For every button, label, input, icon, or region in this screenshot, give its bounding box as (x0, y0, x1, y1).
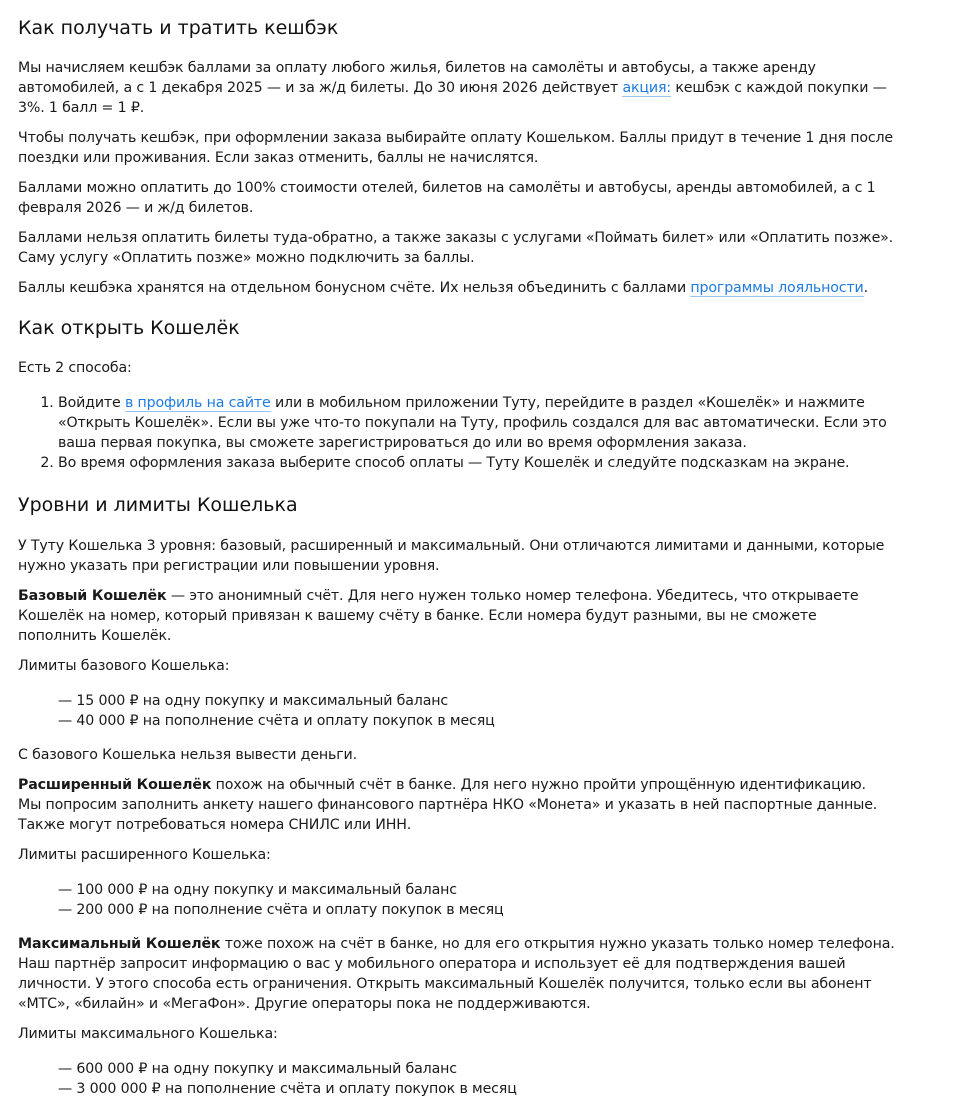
basic-limits-title: Лимиты базового Кошелька: (18, 658, 230, 674)
basic-wallet-note: С базового Кошелька нельзя вывести деньги. (18, 747, 357, 763)
paragraph-text: тоже похож на счёт в банке, но для его открытия нужно указать только номер телефона. Наш партнёр запросит информацию о вас у мобильного оператора и использует её для подтверждения вашей личности. У этого способа есть ограничения. Открыть максимальный Кошелёк получится, только если вы абонент «МТС», «билайн» и «МегаФон». Другие операторы пока не поддерживаются. (18, 936, 895, 1012)
paragraph-text: похож на обычный счёт в банке. Для него нужно пройти упрощённую идентификацию. (211, 777, 866, 793)
section-cashback (18, 0, 898, 298)
paragraph-text: Баллы кешбэка хранятся на отдельном бонусном счёте. Их нельзя объединить с баллами (18, 280, 691, 296)
section-open-wallet (18, 316, 898, 473)
step-item (58, 453, 898, 473)
basic-wallet-label: Базовый Кошелёк (18, 588, 167, 604)
limit-item: — 600 000 ₽ на одну покупку и максимальный баланс (58, 1061, 457, 1077)
basic-limits-list (18, 691, 898, 731)
paragraph-text: Мы попросим заполнить анкету нашего финансового партнёра НКО «Монета» и указать в ней паспортные данные. Также могут потребоваться номера СНИЛС или ИНН. (18, 797, 878, 833)
extended-limits-title: Лимиты расширенного Кошелька: (18, 847, 271, 863)
limit-item: — 100 000 ₽ на одну покупку и максимальный баланс (58, 882, 457, 898)
limit-item: — 3 000 000 ₽ на пополнение счёта и оплату покупок в месяц (58, 1081, 517, 1097)
limit-item: — 200 000 ₽ на пополнение счёта и оплату покупок в месяц (58, 902, 504, 918)
profile-link[interactable]: в профиль на сайте (124, 395, 271, 411)
paragraph-text: . (863, 280, 868, 296)
steps-list (18, 393, 898, 473)
step-text: Войдите (58, 395, 125, 411)
limit-item: — 40 000 ₽ на пополнение счёта и оплату покупок в месяц (58, 713, 495, 729)
loyalty-program-link[interactable]: программы лояльности (690, 280, 864, 296)
paragraph-maximum-wallet (18, 934, 898, 1014)
maximum-limits-title: Лимиты максимального Кошелька: (18, 1026, 278, 1042)
maximum-wallet-label: Максимальный Кошелёк (18, 936, 221, 952)
paragraph-extended-wallet (18, 775, 898, 835)
paragraph-text: Мы начисляем кешбэк баллами за оплату любого жилья, билетов на самолёты и автобусы, а также аренду автомобилей, а с 1 декабря 2025 — и за ж/д билеты. До 30 июня 2026 действует (18, 60, 816, 96)
paragraph-cashback-storage (18, 278, 898, 298)
step-text: или в мобильном приложении Туту, перейдите в раздел «Кошелёк» и нажмите «Открыть Кошелёк». Если вы уже что-то покупали на Туту, профиль создался для вас автоматически. Если это ваша первая покупка, вы сможете зарегистрироваться до или во время оформления заказа. (58, 395, 887, 451)
extended-wallet-label: Расширенный Кошелёк (18, 777, 212, 793)
section-title: Как открыть Кошелёк (18, 317, 240, 339)
section-levels (18, 493, 898, 1099)
paragraph-cashback-accrual (18, 58, 898, 118)
extended-limits-list (18, 880, 898, 920)
paragraph-text: — это анонимный счёт. Для него нужен только номер телефона. Убедитесь, что открываете Кошелёк на номер, который привязан к вашему счёту в банке. Если номера будут разными, вы не сможете пополнить Кошелёк. (18, 588, 859, 644)
section-title: Уровни и лимиты Кошелька (18, 494, 298, 516)
paragraph-text: кешбэк с каждой покупки — 3%. 1 балл = 1 ₽. (18, 80, 887, 116)
paragraph-cashback-restrictions: Баллами нельзя оплатить билеты туда-обратно, а также заказы с услугами «Поймать билет» или «Оплатить позже». Саму услугу «Оплатить позже» можно подключить за баллы. (18, 230, 894, 266)
maximum-limits-list (18, 1059, 898, 1099)
promo-link[interactable]: акция: (622, 80, 671, 96)
paragraph-basic-wallet (18, 586, 898, 646)
limit-item: — 15 000 ₽ на одну покупку и максимальный баланс (58, 693, 449, 709)
section-title: Как получать и тратить кешбэк (18, 17, 339, 39)
paragraph-intro: Есть 2 способа: (18, 360, 132, 376)
step-item (58, 393, 898, 453)
paragraph-cashback-how: Чтобы получать кешбэк, при оформлении заказа выбирайте оплату Кошельком. Баллы придут в течение 1 дня после поездки или проживания. Если заказ отменить, баллы не начислятся. (18, 130, 893, 166)
paragraph-intro: У Туту Кошелька 3 уровня: базовый, расширенный и максимальный. Они отличаются лимитами и данными, которые нужно указать при регистрации или повышении уровня. (18, 538, 885, 574)
step-text: Во время оформления заказа выберите способ оплаты — Туту Кошелёк и следуйте подсказкам на экране. (58, 455, 850, 471)
paragraph-cashback-spend: Баллами можно оплатить до 100% стоимости отелей, билетов на самолёты и автобусы, аренды автомобилей, а с 1 февраля 2026 — и ж/д билетов. (18, 180, 876, 216)
